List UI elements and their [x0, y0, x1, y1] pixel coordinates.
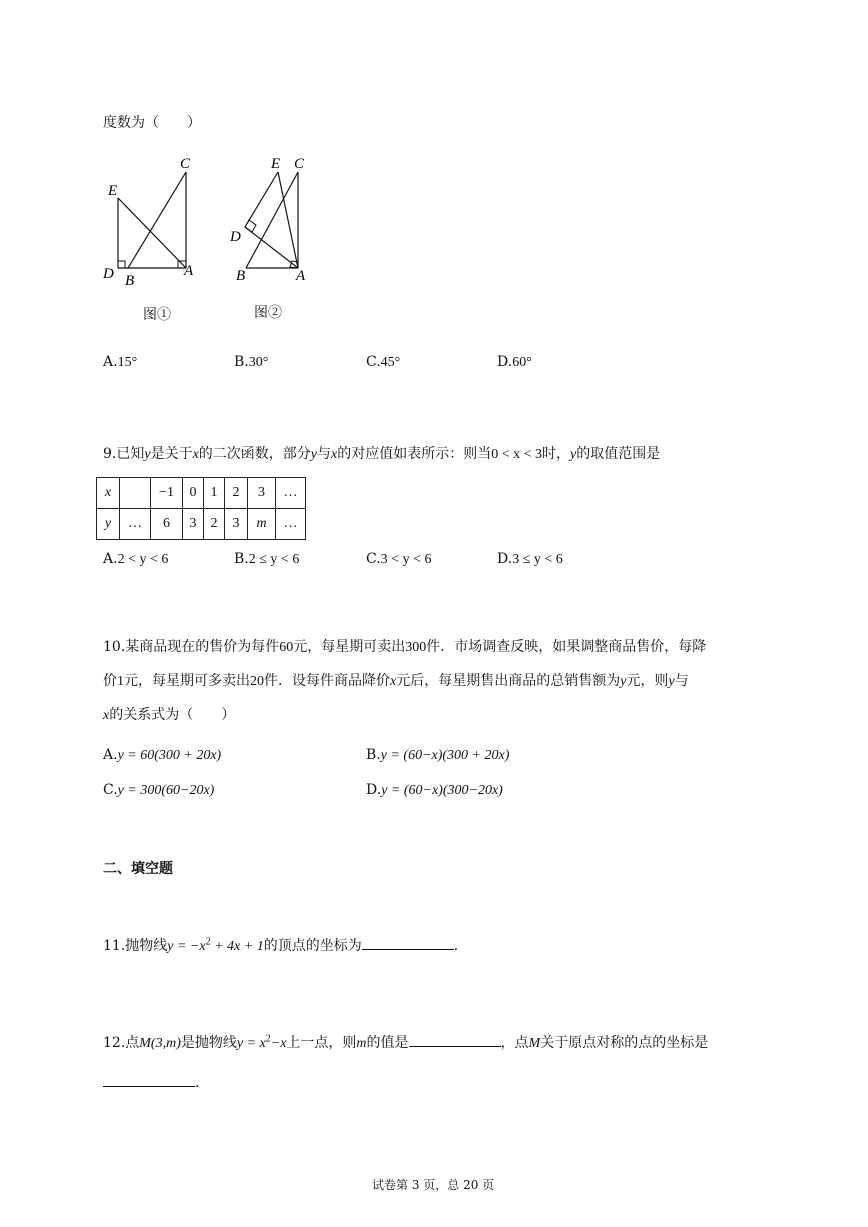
fig2-label-e: E — [271, 156, 281, 172]
q9-value-table — [96, 477, 306, 540]
fig1-label-e: E — [108, 183, 118, 199]
q10-line-3: x的关系式为（ ） — [103, 707, 236, 723]
table-row-x — [97, 478, 306, 509]
table-cell: y — [97, 509, 120, 540]
fig2-label-c: C — [294, 156, 305, 172]
q9-option-b[interactable]: B.2 ≤ y < 6 — [234, 551, 300, 567]
q10-line-2: 价1元，每星期可多卖出20件．设每件商品降价x元后，每星期售出商品的总销售额为y元，则y与 — [103, 673, 689, 689]
table-row-y — [97, 509, 306, 540]
q12-answer-blank-2[interactable] — [103, 1072, 195, 1087]
fig1-caption: 图① — [143, 307, 171, 323]
fig2-label-a: A — [296, 268, 306, 284]
table-cell: 3 — [225, 509, 248, 540]
q9-option-a[interactable]: A.2 < y < 6 — [103, 551, 169, 567]
q11-stem: 11.抛物线$y = -x^2 + 4x + 1$的顶点的坐标为 ． — [103, 936, 468, 954]
q12-stem: 12.点M(3,m)是抛物线$y = x^2-x$上一点，则m的值是 ，点M关于原点对称的点的坐标是 — [103, 1033, 709, 1051]
q11-answer-blank[interactable] — [362, 935, 454, 950]
q10-line-1: 10.某商品现在的售价为每件60元，每星期可卖出300件．市场调查反映，如果调整商品售价，每降 — [103, 639, 707, 655]
q8-option-d[interactable]: D.60° — [497, 354, 532, 370]
table-cell: m — [248, 509, 276, 540]
table-cell: x — [97, 478, 120, 509]
q8-option-a[interactable]: A.15° — [103, 354, 138, 370]
table-cell: … — [276, 509, 306, 540]
fig1-label-d: D — [103, 266, 114, 282]
fig1-label-c: C — [180, 156, 191, 172]
q10-option-c[interactable]: C.y = 300(60−20x) — [103, 782, 215, 798]
table-cell: 6 — [151, 509, 183, 540]
section-title: 二、填空题 — [103, 861, 173, 877]
figure-2 — [229, 156, 306, 284]
q9-option-d[interactable]: D.3 ≤ y < 6 — [497, 551, 563, 567]
table-cell — [120, 478, 151, 509]
table-cell: … — [276, 478, 306, 509]
page-footer: 试卷第 3 页，总 20 页 — [372, 1178, 495, 1192]
figure-1 — [102, 156, 194, 289]
table-cell: 3 — [183, 509, 204, 540]
q10-option-b[interactable]: B.y = (60−x)(300 + 20x) — [366, 747, 510, 763]
q8-stem-tail: 度数为（ ） — [103, 115, 201, 131]
table-cell: 0 — [183, 478, 204, 509]
fig2-label-d: D — [230, 229, 241, 245]
q9-option-c[interactable]: C.3 < y < 6 — [366, 551, 432, 567]
table-cell: … — [120, 509, 151, 540]
q10-option-a[interactable]: A.y = 60(300 + 20x) — [103, 747, 222, 763]
q12-line-2: ． — [103, 1072, 209, 1092]
q9-stem: 9.已知y是关于x的二次函数，部分y与x的对应值如表所示：则当0 < x < 3时，y的取值范围是 — [103, 446, 661, 462]
fig2-label-b: B — [236, 268, 246, 284]
q8-option-b[interactable]: B.30° — [234, 354, 269, 370]
q12-answer-blank-1[interactable] — [409, 1032, 501, 1047]
table-cell: −1 — [151, 478, 183, 509]
q8-option-c[interactable]: C.45° — [366, 354, 401, 370]
fig2-caption: 图② — [254, 305, 282, 321]
table-cell: 2 — [204, 509, 225, 540]
table-cell: 3 — [248, 478, 276, 509]
q8-figures — [98, 150, 328, 325]
table-cell: 2 — [225, 478, 248, 509]
q10-option-d[interactable]: D.y = (60−x)(300−20x) — [366, 782, 503, 798]
fig1-label-b: B — [125, 273, 135, 289]
table-cell: 1 — [204, 478, 225, 509]
fig1-label-a: A — [184, 263, 194, 279]
